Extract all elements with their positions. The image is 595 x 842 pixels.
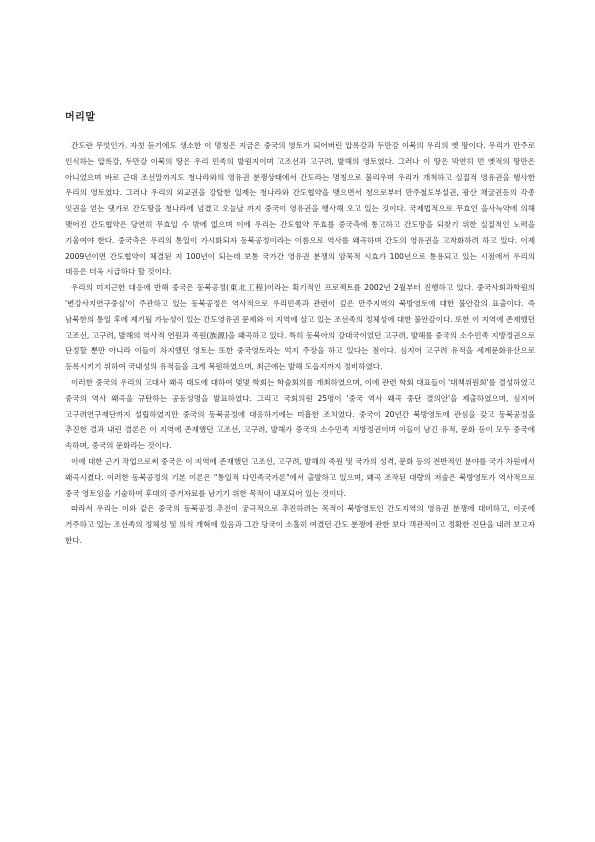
paragraph: 우리의 미지근한 대응에 반해 중국은 동북공정(東北工程)이라는 획기적인 프로젝트를 2002년 2월부터 진행하고 있다. 중국사회과학원의 '변강사지연구중심'이 주관하고 있는 동북공정은 역사적으로 우리민족과 관련이 깊은 만주지역의 북방영토에 대한 불안감의 표출이다. 즉 남북한의 통일 후에 제기될 가능성이 있는 간도영유권 문제와 이 지역에 살고 있는 조선족의 정체성에 대한 불안감이다. 또한 이 지역에 존재했던 고조선, 고구려, 발해의 역사적 연원과 족원(族源)을 왜곡하고 있다. 특히 동북아의 강대국이었던 고구려, 발해를 중국의 소수민족 지방정권으로 단정할 뿐만 아니라 이들이 차지했던 영토는 또한 중국영토라는 억지 주장을 하고 있다는 점이다. 심지어 고구려 유적을 세계문화유산으로 등록시키기 위하여 국내성의 유적들을 크게 복원하였으며, 최근에는 발해 도읍지까지 정비하였다.: [65, 283, 535, 372]
paragraph: 따라서 우리는 이와 같은 중국의 동북공정 추진이 궁극적으로 추진하려는 목적이 북방영토인 간도지역의 영유권 분쟁에 대비하고, 이곳에 거주하고 있는 조선족의 정체성 및 의식 개혁에 있음과 그간 당국이 소홀히 여겼던 간도 분쟁에 관한 보다 객관적이고 정확한 진단을 내려 보고자 한다.: [65, 504, 535, 545]
paragraph: 이에 대한 근거 작업으로써 중국은 이 지역에 존재했던 고조선, 고구려, 발해의 족원 및 국가의 성격, 문화 등의 전반적인 분야를 국가 차원에서 왜곡시켰다. 이러한 동북공정의 기본 이론은 "통일적 다민족국가론"에서 출발하고 있으며, 왜곡 조작된 대량의 저술은 북방영토가 역사적으로 중국 영토임을 기술하여 후대의 증거자료를 남기기 위한 목적이 내포되어 있는 것이다.: [65, 456, 535, 498]
document-heading: 머리말: [65, 112, 96, 123]
paragraph: 간도란 무엇인가. 자칫 듣기에도 생소한 이 명칭은 지금은 중국의 영토가 되어버린 압록강과 두만강 이북의 우리의 옛 땅이다. 우리가 만주로 인식하는 압록강, 두만강 이북의 땅은 우리 민족의 발원지이며 고조선과 고구려, 발해의 영토였다. 그러나 이 땅은 막연히 먼 옛적의 땅만은 아니었으며 바로 근대 조선말까지도 청나라와의 영유권 분쟁상태에서 간도라는 명칭으로 불리우며 우리가 개척하고 실질적 영유권을 행사한 우리의 영토였다. 그러나 우리의 외교권을 강탈한 일제는 청나라와 간도협약을 맺으면서 청으로부터 만주철도부설권, 광산 채굴권등의 각종 잇권을 얻는 댓가로 간도땅을 청나라에 넘겼고 오늘날 까지 중국이 영유권을 행사해 오고 있는 것이다. 국제법적으로 무효인 을사늑약에 의해 맺어진 간도협약은 당연히 무효일 수 밖에 없으며 이에 우리는 간도협약 무효를 중국측에 통고하고 간도땅을 되찾기 위한 실질적인 노력을 기울여야 한다. 중국측은 우리의 통일이 가시화되자 동북공정이라는 이름으로 역사를 왜곡하며 간도의 영유권을 고착화하려 하고 있다. 이제 2009년이면 간도협약이 체결된 지 100년이 되는데 보통 국가간 영유권 분쟁의 암묵적 시효가 100년으로 통용되고 있는 시점에서 우리의 대응은 더욱 시급하다 할 것이다.: [65, 141, 535, 277]
document-body: [65, 138, 535, 549]
paragraph: 이러한 중국의 우리의 고대사 왜곡 태도에 대하여 몇몇 학회는 학술회의를 개최하였으며, 이에 관련 학회 대표들이 '대책위원회'를 결성하였고 중국의 역사 왜곡을 규탄하는 공동성명을 발표하였다. 그리고 국회의원 25명이 '중국 역사 왜곡 중단 결의안'을 제출하였으며, 심지어 고구려연구재단까지 설립하였지만 중국의 동북공정에 대응하기에는 미흡한 조치였다. 중국이 20년간 북방영토에 관심을 갖고 동북공정을 추진한 결과 내린 결론은 이 지역에 존재했던 고조선, 고구려, 발해가 중국의 소수민족 지방정권이며 이들이 남긴 유적, 문화 등이 모두 중국에 속하며, 중국의 문화라는 것이다.: [65, 377, 535, 451]
